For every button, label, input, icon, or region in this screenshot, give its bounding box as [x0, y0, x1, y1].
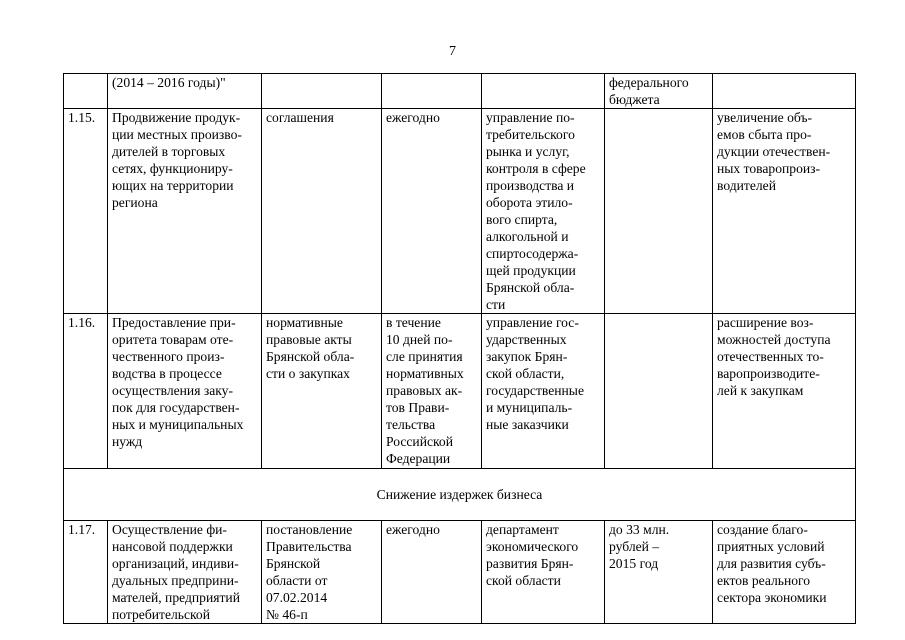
table-cell-funding [605, 109, 713, 314]
table-cell-term: ежегодно [382, 109, 482, 314]
table-cell-measure: Предоставление при- оритета товарам оте- чественного произ- водства в процессе осуществления заку- пок для государствен- ных и муниципальных нужд [108, 314, 262, 469]
page-number: 7 [449, 44, 456, 59]
table-cell-form: постановление Правительства Брянской области от 07.02.2014 № 46-п [262, 521, 382, 624]
section-heading-row [64, 469, 856, 521]
table-cell-executor [482, 74, 605, 109]
table-cell-term: в течение 10 дней по- сле принятия нормативных правовых ак- тов Прави- тельства Российской Федерации [382, 314, 482, 469]
table-cell-term: ежегодно [382, 521, 482, 624]
table-cell-executor: управление по- требительского рынка и услуг, контроля в сфере производства и оборота этило- вого спирта, алкогольной и спиртосодержа- щей продукции Брянской обла- сти [482, 109, 605, 314]
table-row-continuation [64, 74, 856, 109]
table-cell-measure: Продвижение продук- ции местных произво- дителей в торговых сетях, функциониру- ющих на территории региона [108, 109, 262, 314]
table-row [64, 521, 856, 624]
table-cell-measure: (2014 – 2016 годы)" [108, 74, 262, 109]
table-row [64, 109, 856, 314]
table-cell-num: 1.17. [64, 521, 108, 624]
measures-table [63, 73, 856, 624]
table-cell-result: увеличение объ- емов сбыта про- дукции отечествен- ных товаропроиз- водителей [713, 109, 856, 314]
table-cell-term [382, 74, 482, 109]
table-cell-funding: до 33 млн. рублей – 2015 год [605, 521, 713, 624]
table-cell-executor: департамент экономического развития Брян- ской области [482, 521, 605, 624]
table-cell-form: нормативные правовые акты Брянской обла- сти о закупках [262, 314, 382, 469]
table-cell-measure: Осуществление фи- нансовой поддержки организаций, индиви- дуальных предприни- мателей, предприятий потребительской [108, 521, 262, 624]
section-heading: Снижение издержек бизнеса [376, 487, 543, 502]
table-cell-result: расширение воз- можностей доступа отечественных то- варопроизводите- лей к закупкам [713, 314, 856, 469]
table-cell-form: соглашения [262, 109, 382, 314]
table-cell-num: 1.16. [64, 314, 108, 469]
table-cell-funding [605, 314, 713, 469]
table-cell-executor: управление гос- ударственных закупок Брян- ской области, государственные и муниципаль- ные заказчики [482, 314, 605, 469]
table-cell-result: создание благо- приятных условий для развития субъ- ектов реального сектора экономики [713, 521, 856, 624]
table-cell-num [64, 74, 108, 109]
table-cell-result [713, 74, 856, 109]
table-row [64, 314, 856, 469]
table-cell-funding: федерального бюджета [605, 74, 713, 109]
table-cell-form [262, 74, 382, 109]
table-cell-num: 1.15. [64, 109, 108, 314]
